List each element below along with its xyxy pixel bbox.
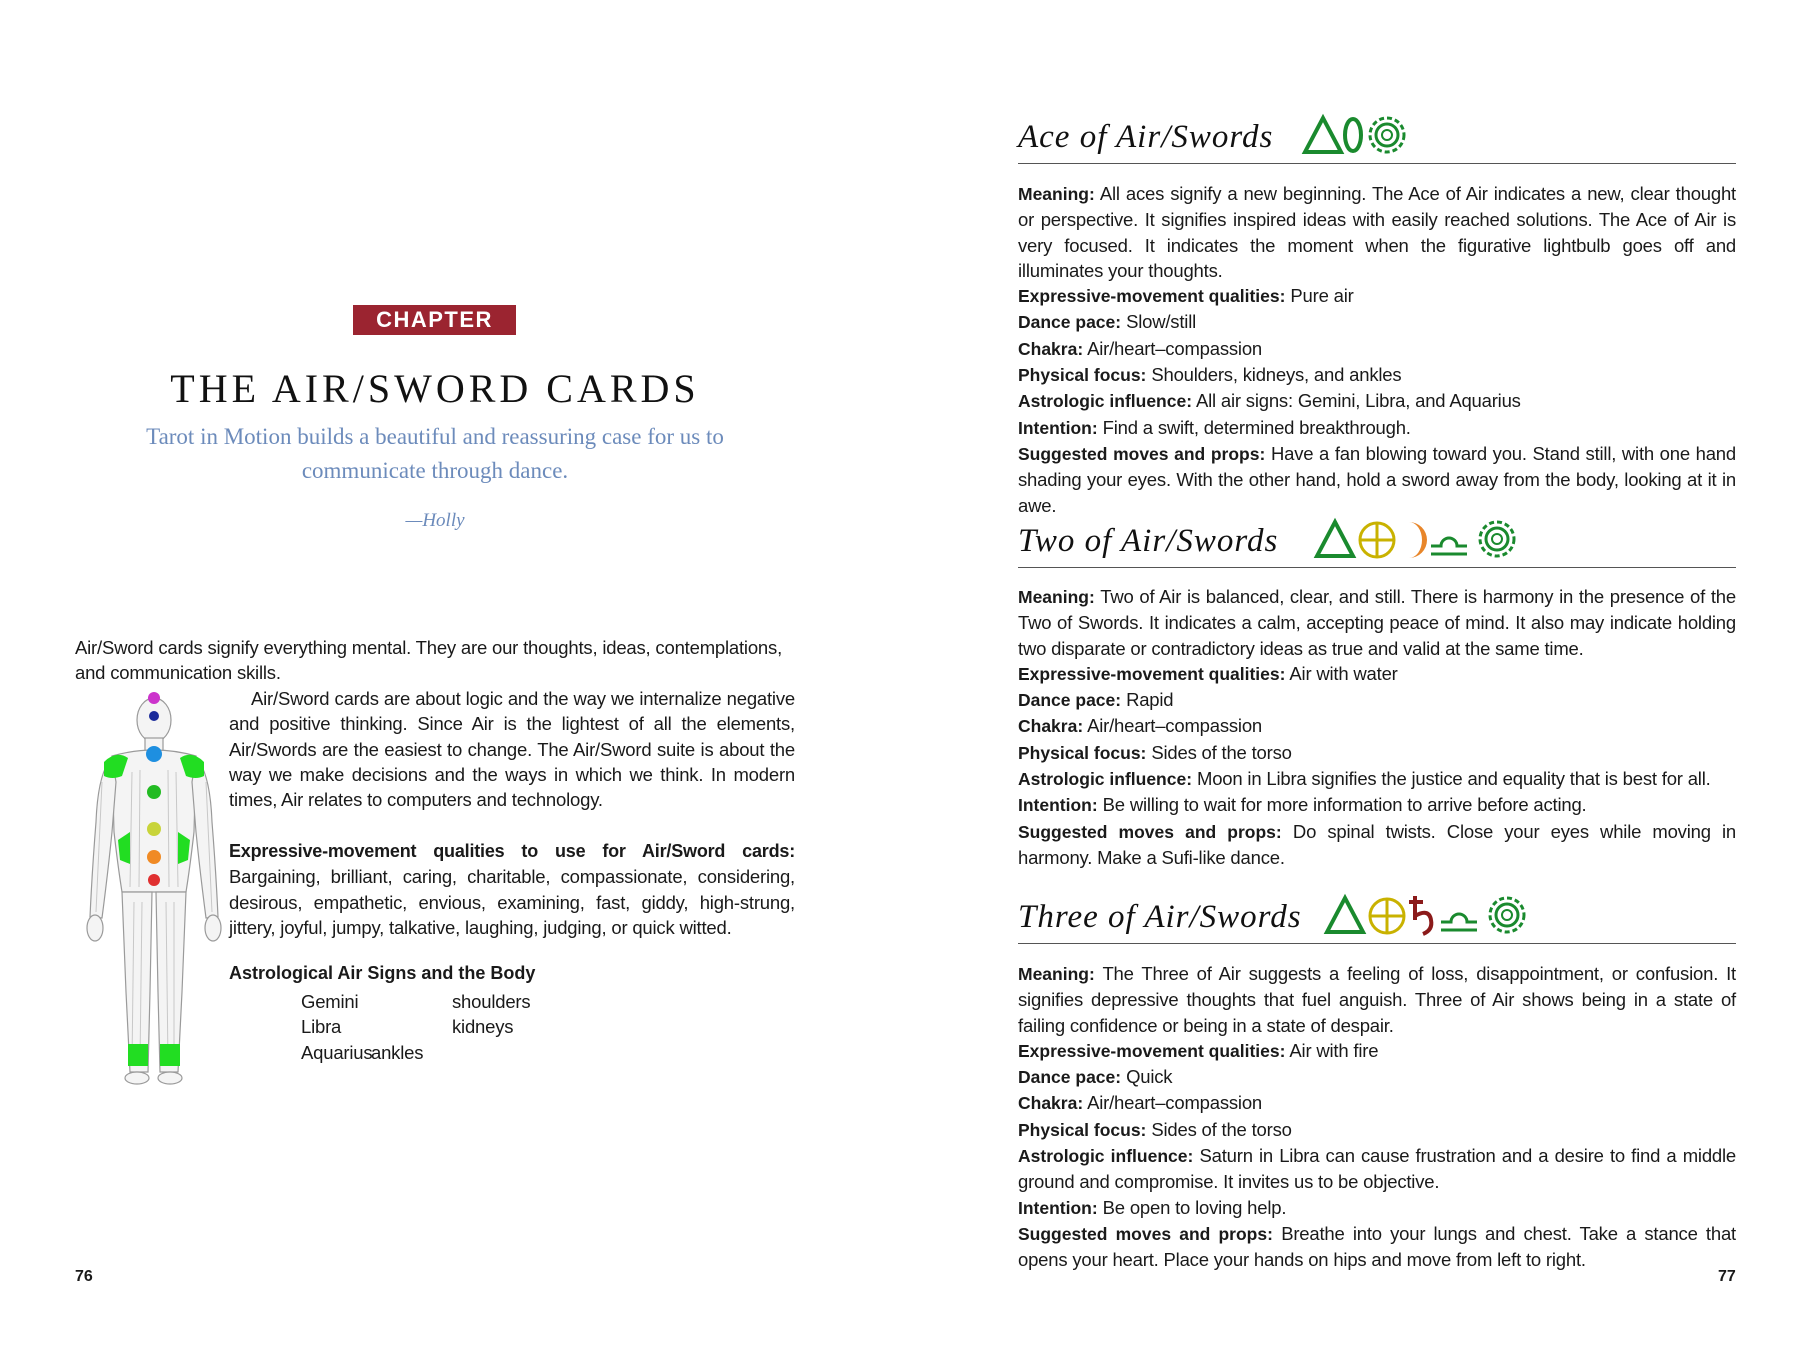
libra-icon [1441, 914, 1477, 930]
card-field: Meaning: All aces signify a new beginning. The Ace of Air indicates a new, clear thought or perspective. It signifies inspired ideas with easily reached solutions. The Ace of Air is very focused. It indicates the moment when the figurative lightbulb goes off and illuminates your thoughts. [1018, 183, 1736, 281]
card-symbols [1313, 514, 1521, 562]
page-number-left: 76 [75, 1268, 93, 1285]
card-heading-two [1018, 508, 1736, 568]
libra-icon [1431, 538, 1467, 554]
air-triangle-icon [1305, 118, 1341, 152]
qualities-paragraph [229, 838, 795, 940]
card-field: Astrologic influence: Moon in Libra signifies the justice and equality that is best for all. [1018, 768, 1711, 790]
card-field: Intention: Be open to loving help. [1018, 1196, 1287, 1218]
moon-icon [1409, 522, 1427, 558]
card-title: Three of Air/Swords [1018, 899, 1302, 935]
card-field: Suggested moves and props: Have a fan blowing toward you. Stand still, with one hand shading your eyes. With the other hand, hold a sword away from the body, looking at it in awe. [1018, 442, 1736, 516]
card-body-two [1018, 584, 1736, 870]
chakra-body-illustration [82, 692, 227, 1087]
card-heading-ace [1018, 104, 1736, 164]
card-field: Dance pace: Slow/still [1018, 311, 1197, 333]
card-field: Expressive-movement qualities: Pure air [1018, 285, 1354, 307]
card-field: Dance pace: Quick [1018, 1066, 1173, 1088]
card-field: Expressive-movement qualities: Air with water [1018, 662, 1398, 684]
card-title: Two of Air/Swords [1018, 523, 1279, 559]
heading-rule [1018, 163, 1736, 164]
chapter-title: THE AIR/SWORD CARDS [170, 366, 700, 411]
card-field: Meaning: The Three of Air suggests a feeling of loss, disappointment, or confusion. It signifies depressive thoughts that fuel anguish. Three of Air shows being in a state of failing confidence or being in a state of despair. [1018, 963, 1736, 1036]
card-body-ace [1018, 181, 1736, 518]
heading-rule [1018, 943, 1736, 944]
card-field: Chakra: Air/heart–compassion [1018, 715, 1263, 737]
logic-paragraph: Air/Sword cards are about logic and the way we internalize negative and positive thinking. Since Air is the lightest of all the elements, Air/Swords are the easiest to change. The Air/Sword suite is about the way we make decisions and the ways in which we think. In modern times, Air relates to computers and technology. [229, 688, 795, 811]
intro-paragraph: Air/Sword cards signify everything mental. They are our thoughts, ideas, contemplations, and communication skills. [75, 637, 783, 684]
zero-glyph-icon [1345, 119, 1361, 151]
heading-rule [1018, 567, 1736, 568]
heart-chakra-icon [1480, 522, 1514, 556]
card-field: Physical focus: Sides of the torso [1018, 741, 1292, 763]
qualities-heading: Expressive-movement qualities to use for Air/Sword cards: [229, 841, 795, 861]
card-field: Physical focus: Shoulders, kidneys, and ankles [1018, 364, 1402, 386]
saturn-icon [1409, 896, 1431, 934]
air-triangle-icon [1317, 522, 1353, 556]
card-heading-three [1018, 884, 1736, 944]
card-field: Physical focus: Sides of the torso [1018, 1118, 1292, 1140]
sign-row: Aquarius ankles [301, 1041, 424, 1063]
card-title: Ace of Air/Swords [1018, 119, 1274, 155]
card-field: Meaning: Two of Air is balanced, clear, and still. There is harmony in the presence of the Two of Swords. It indicates a calm, accepting peace of mind. It also may indicate holding two disparate or contradictory ideas as true and valid at the same time. [1018, 586, 1736, 659]
earth-cross-circle-icon [1370, 899, 1404, 933]
card-field: Chakra: Air/heart–compassion [1018, 337, 1263, 359]
page-number-right: 77 [1718, 1268, 1736, 1285]
qualities-list: Bargaining, brilliant, caring, charitable, compassionate, considering, desirous, empathetic, envious, examining, fast, giddy, high-strung, jittery, joyful, jumpy, talkative, laughing, judging, or quick witted. [229, 866, 795, 938]
card-field: Dance pace: Rapid [1018, 689, 1174, 711]
card-field: Astrologic influence: Saturn in Libra can cause frustration and a desire to find a middle ground and compromise. It invites us to be objective. [1018, 1145, 1736, 1193]
card-field: Astrologic influence: All air signs: Gemini, Libra, and Aquarius [1018, 390, 1521, 412]
air-signs-heading: Astrological Air Signs and the Body [229, 963, 536, 983]
card-field: Suggested moves and props: Breathe into your lungs and chest. Take a stance that opens your heart. Place your hands on hips and move from left to right. [1018, 1222, 1736, 1271]
card-field: Suggested moves and props: Do spinal twists. Close your eyes while moving in harmony. Make a Sufi-like dance. [1018, 820, 1736, 868]
card-body-three [1018, 961, 1736, 1273]
heart-chakra-icon [1370, 118, 1404, 152]
card-field: Intention: Be willing to wait for more information to arrive before acting. [1018, 794, 1587, 816]
epigraph-attribution: —Holly [405, 510, 465, 531]
chapter-label: CHAPTER VIII [353, 305, 516, 335]
air-triangle-icon [1327, 898, 1363, 932]
sign-row: Libra kidneys [301, 1016, 514, 1038]
card-field: Expressive-movement qualities: Air with fire [1018, 1039, 1379, 1061]
card-field: Chakra: Air/heart–compassion [1018, 1092, 1263, 1114]
epigraph: Tarot in Motion builds a beautiful and reassuring case for us to communicate through dance. [146, 424, 724, 483]
air-signs-table [301, 989, 601, 1065]
earth-cross-circle-icon [1360, 523, 1394, 557]
card-field: Intention: Find a swift, determined breakthrough. [1018, 416, 1411, 438]
heart-chakra-icon [1490, 898, 1524, 932]
sign-row: Gemini shoulders [301, 991, 531, 1012]
card-symbols [1301, 110, 1411, 158]
card-symbols [1323, 890, 1531, 938]
